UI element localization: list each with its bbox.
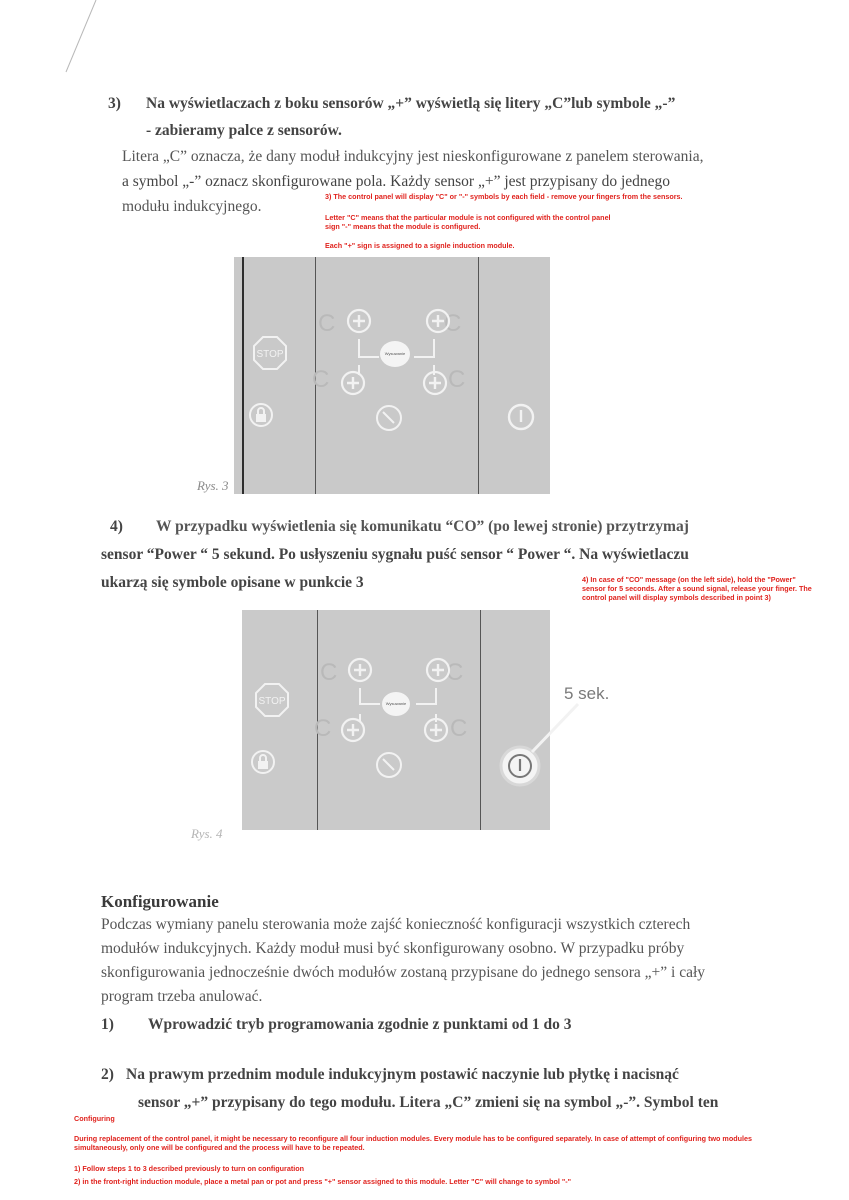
konfig-item1-number: 1)	[101, 1016, 114, 1033]
step3-line2: - zabieramy palce z sensorów.	[146, 122, 342, 139]
translation-konfig-step1: 1) Follow steps 1 to 3 described previously to turn on configuration	[74, 1164, 305, 1173]
plus-sensor-front-left-icon	[346, 656, 374, 684]
konfig-item2-line2: sensor „+” przypisany do tego modułu. Litera „C” zmieni się na symbol „-”. Symbol ten	[138, 1094, 719, 1111]
stop-sign-icon	[252, 335, 288, 371]
svg-text:C: C	[312, 366, 330, 393]
translation-konfig-step2: 2) in the front-right induction module, place a metal pan or pot and press "+" sensor assigned to this module. Letter "C" will change to symbol "-"	[74, 1177, 572, 1186]
center-button: Wysuwanie	[380, 341, 410, 367]
figure3-panel-photo	[234, 257, 550, 494]
figure3-caption: Rys. 3	[197, 478, 229, 493]
stop-sign-icon	[254, 682, 290, 718]
svg-text:C: C	[448, 366, 466, 393]
lock-icon	[248, 401, 274, 429]
svg-text:STOP: STOP	[258, 696, 286, 707]
translation4-line1: 4) In case of "CO" message (on the left side), hold the "Power"	[582, 575, 796, 584]
konfig-para-line3: skonfigurowania jednocześnie dwóch modułów zostaną przypisane do jednego sensora „+” i cały	[101, 964, 706, 981]
translation-konfig-title: Configuring	[74, 1114, 115, 1123]
figure4-caption: Rys. 4	[191, 826, 223, 841]
svg-text:C: C	[318, 310, 336, 337]
konfig-item1: Wprowadzić tryb programowania zgodnie z punktami od 1 do 3	[148, 1016, 572, 1033]
konfig-item2-line1: Na prawym przednim module indukcyjnym postawić naczynie lub płytkę i nacisnąć	[126, 1066, 679, 1083]
step3-para-line2: a symbol „-” oznacz skonfigurowane pola. Każdy sensor „+” jest przypisany do jednego	[122, 173, 671, 190]
step3-line1: Na wyświetlaczach z boku sensorów „+” wyświetlą się litery „C”lub symbole „-”	[146, 95, 676, 112]
translation4-line3: control panel will display symbols described in point 3)	[582, 593, 771, 602]
step4-number: 4)	[110, 518, 123, 535]
konfig-para-line4: program trzeba anulować.	[101, 988, 263, 1005]
plus-sensor-back-right-icon	[421, 369, 449, 397]
step3-number: 3)	[108, 95, 121, 112]
step3-para-line3: modułu indukcyjnego.	[122, 198, 262, 215]
translation3-line3: sign "-" means that the module is configured.	[325, 222, 481, 231]
scan-corner-line	[0, 0, 120, 120]
center-button: Wysuwanie	[382, 692, 410, 716]
svg-text:C: C	[320, 659, 338, 686]
svg-text:C: C	[450, 715, 468, 742]
svg-text:C: C	[446, 659, 464, 686]
step4-line2: sensor “Power “ 5 sekund. Po usłyszeniu sygnału puść sensor “ Power “. Na wyświetlaczu	[101, 546, 689, 563]
timer-clock-icon	[374, 403, 404, 433]
konfig-para-line2: modułów indukcyjnych. Każdy moduł musi być skonfigurowany osobno. W przypadku próby	[101, 940, 685, 957]
plus-sensor-front-left-icon	[345, 307, 373, 335]
power-icon	[506, 402, 536, 432]
step4-line1: W przypadku wyświetlenia się komunikatu “CO” (po lewej stronie) przytrzymaj	[156, 518, 689, 535]
plus-sensor-front-right-icon	[424, 656, 452, 684]
plus-sensor-back-right-icon	[422, 716, 450, 744]
timer-clock-icon	[374, 750, 404, 780]
step3-para-line1: Litera „C” oznacza, że dany moduł indukcyjny jest nieskonfigurowane z panelem sterowania,	[122, 148, 704, 165]
svg-text:C: C	[314, 715, 332, 742]
translation3-line2: Letter "C" means that the particular module is not configured with the control panel	[325, 213, 611, 222]
figure4-panel-photo	[242, 610, 550, 830]
plus-sensor-back-left-icon	[339, 716, 367, 744]
section-title: Konfigurowanie	[101, 892, 219, 911]
translation3-line4: Each "+" sign is assigned to a signle induction module.	[325, 241, 515, 250]
konfig-para-line1: Podczas wymiany panelu sterowania może zajść konieczność konfiguracji wszystkich czterech	[101, 916, 691, 933]
plus-sensor-back-left-icon	[339, 369, 367, 397]
svg-text:C: C	[444, 310, 462, 337]
translation-konfig-para: During replacement of the control panel, it might be necessary to reconfigure all four induction modules. Every module has to be configured separately. In case of attempt of configuring two modules simultaneously, only one will be configured and the process will have to be repeated.	[74, 1134, 752, 1152]
translation3-line1: 3) The control panel will display "C" or "-" symbols by each field - remove your fingers from the sensors.	[325, 192, 683, 201]
translation4-line2: sensor for 5 seconds. After a sound signal, release your finger. The	[582, 584, 812, 593]
konfig-item2-number: 2)	[101, 1066, 114, 1083]
timer-label: 5 sek.	[564, 684, 610, 703]
lock-icon	[250, 748, 276, 776]
plus-sensor-front-right-icon	[424, 307, 452, 335]
step4-line3: ukarzą się symbole opisane w punkcie 3	[101, 574, 364, 591]
svg-text:STOP: STOP	[256, 349, 284, 360]
